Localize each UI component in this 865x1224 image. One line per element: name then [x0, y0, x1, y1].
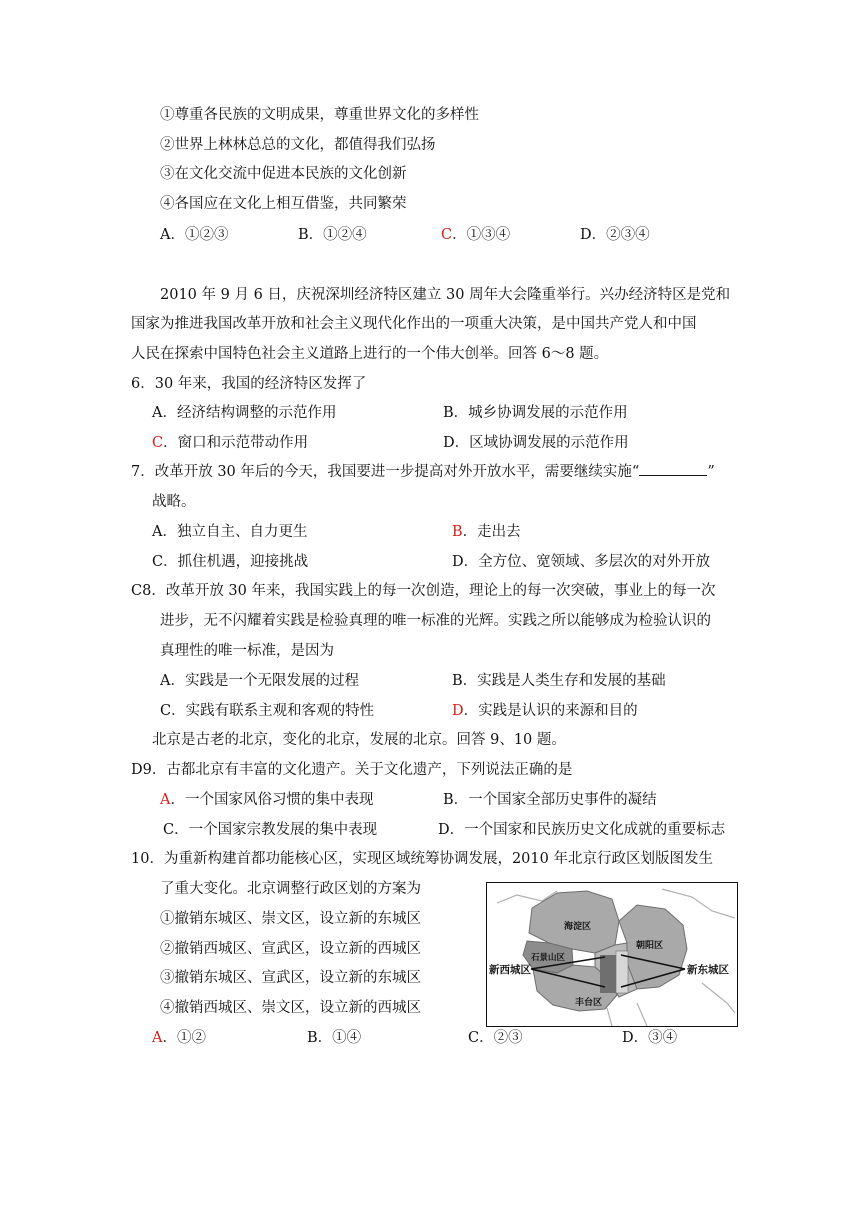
passage-1-line-2: 国家为推进我国改革开放和社会主义现代化作出的一项重大决策，是中国共产党人和中国 [131, 316, 697, 332]
q8-choice-b: B．实践是人类生存和发展的基础 [452, 673, 666, 689]
q10-option-2: ②撤销西城区、宣武区，设立新的西城区 [160, 941, 421, 957]
new-xicheng-label: 新西城区 [489, 964, 531, 976]
q8-choice-d: D．实践是认识的来源和目的 [452, 703, 638, 719]
q5-choice-c: C．①③④ [441, 227, 511, 243]
new-xicheng-area [600, 955, 616, 993]
q10-option-1: ①撤销东城区、崇文区，设立新的东城区 [160, 911, 421, 927]
q5-choice-b: B．①②④ [298, 227, 367, 243]
q10-choice-a: A．①② [152, 1030, 206, 1046]
shijingshan-label: 石景山区 [531, 953, 566, 963]
answer-mark: C [152, 435, 164, 451]
q8-choice-a: A．实践是一个无限发展的过程 [160, 673, 359, 689]
q5-option-2: ②世界上林林总总的文化，都值得我们弘扬 [160, 137, 436, 153]
q7-stem: 7．改革开放 30 年后的今天，我国要进一步提高对外开放水平，需要继续实施“ ” [131, 464, 715, 480]
q10-option-3: ③撤销东城区、宣武区，设立新的东城区 [160, 970, 421, 986]
q7-choice-c: C．抓住机遇，迎接挑战 [152, 554, 309, 570]
q6-choice-c: C．窗口和示范带动作用 [152, 435, 309, 451]
q10-stem-line-2: 了重大变化。北京调整行政区划的方案为 [160, 881, 421, 897]
answer-mark: D [452, 703, 464, 719]
q8-stem-line-1: C8．改革开放 30 年来，我国实践上的每一次创造，理论上的每一次突破，事业上的每一次 [131, 583, 716, 599]
q9-stem: D9．古都北京有丰富的文化遗产。关于文化遗产，下列说法正确的是 [131, 762, 573, 778]
q10-choice-b: B．①④ [307, 1030, 362, 1046]
passage-1-line-1: 2010 年 9 月 6 日，庆祝深圳经济特区建立 30 周年大会隆重举行。兴办经济特区是党和 [160, 287, 731, 303]
q9-choice-c: C．一个国家宗教发展的集中表现 [163, 822, 378, 838]
q10-option-4: ④撤销西城区、崇文区，设立新的西城区 [160, 1000, 421, 1016]
q5-option-4: ④各国应在文化上相互借鉴，共同繁荣 [160, 196, 407, 212]
haidian-label: 海淀区 [564, 922, 592, 932]
answer-mark: C [441, 227, 453, 243]
q7-choice-a: A．独立自主、自力更生 [152, 524, 308, 540]
q9-choice-d: D．一个国家和民族历史文化成就的重要标志 [438, 822, 726, 838]
q5-option-3: ③在文化交流中促进本民族的文化创新 [160, 166, 407, 182]
q6-choice-b: B．城乡协调发展的示范作用 [443, 405, 628, 421]
answer-mark: B [452, 524, 463, 540]
q8-stem-line-2: 进步，无不闪耀着实践是检验真理的唯一标准的光辉。实践之所以能够成为检验认识的 [160, 613, 711, 629]
fengtai-label: 丰台区 [575, 998, 603, 1008]
passage-2: 北京是古老的北京，变化的北京，发展的北京。回答 9、10 题。 [152, 732, 566, 748]
q5-choice-a: A．①②③ [160, 227, 229, 243]
beijing-district-map [486, 882, 738, 1027]
map-graphic [487, 883, 737, 1026]
new-dongcheng-label: 新东城区 [687, 964, 729, 976]
q5-choice-d: D．②③④ [580, 227, 650, 243]
q5-option-1: ①尊重各民族的文明成果，尊重世界文化的多样性 [160, 107, 479, 123]
q6-stem: 6．30 年来，我国的经济特区发挥了 [131, 376, 367, 392]
q6-choice-a: A．经济结构调整的示范作用 [152, 405, 337, 421]
chaoyang-label: 朝阳区 [636, 941, 664, 951]
q7-choice-d: D．全方位、宽领域、多层次的对外开放 [452, 554, 711, 570]
q6-choice-d: D．区域协调发展的示范作用 [443, 435, 629, 451]
q7-stem-continued: 战略。 [152, 494, 196, 510]
q9-choice-a: A．一个国家风俗习惯的集中表现 [160, 792, 374, 808]
fill-blank [639, 463, 707, 476]
q10-stem-line-1: 10．为重新构建首都功能核心区，实现区域统筹协调发展，2010 年北京行政区划版图发生 [131, 851, 713, 867]
q9-choice-b: B．一个国家全部历史事件的凝结 [443, 792, 657, 808]
q10-choice-d: D．③④ [622, 1030, 678, 1046]
passage-1-line-3: 人民在探索中国特色社会主义道路上进行的一个伟大创举。回答 6～8 题。 [131, 346, 609, 362]
answer-mark: A [160, 792, 171, 808]
q10-choice-c: C．②③ [468, 1030, 523, 1046]
answer-mark: A [152, 1030, 163, 1046]
q7-choice-b: B．走出去 [452, 524, 521, 540]
q8-choice-c: C．实践有联系主观和客观的特性 [160, 703, 375, 719]
q8-stem-line-3: 真理性的唯一标准，是因为 [160, 643, 334, 659]
